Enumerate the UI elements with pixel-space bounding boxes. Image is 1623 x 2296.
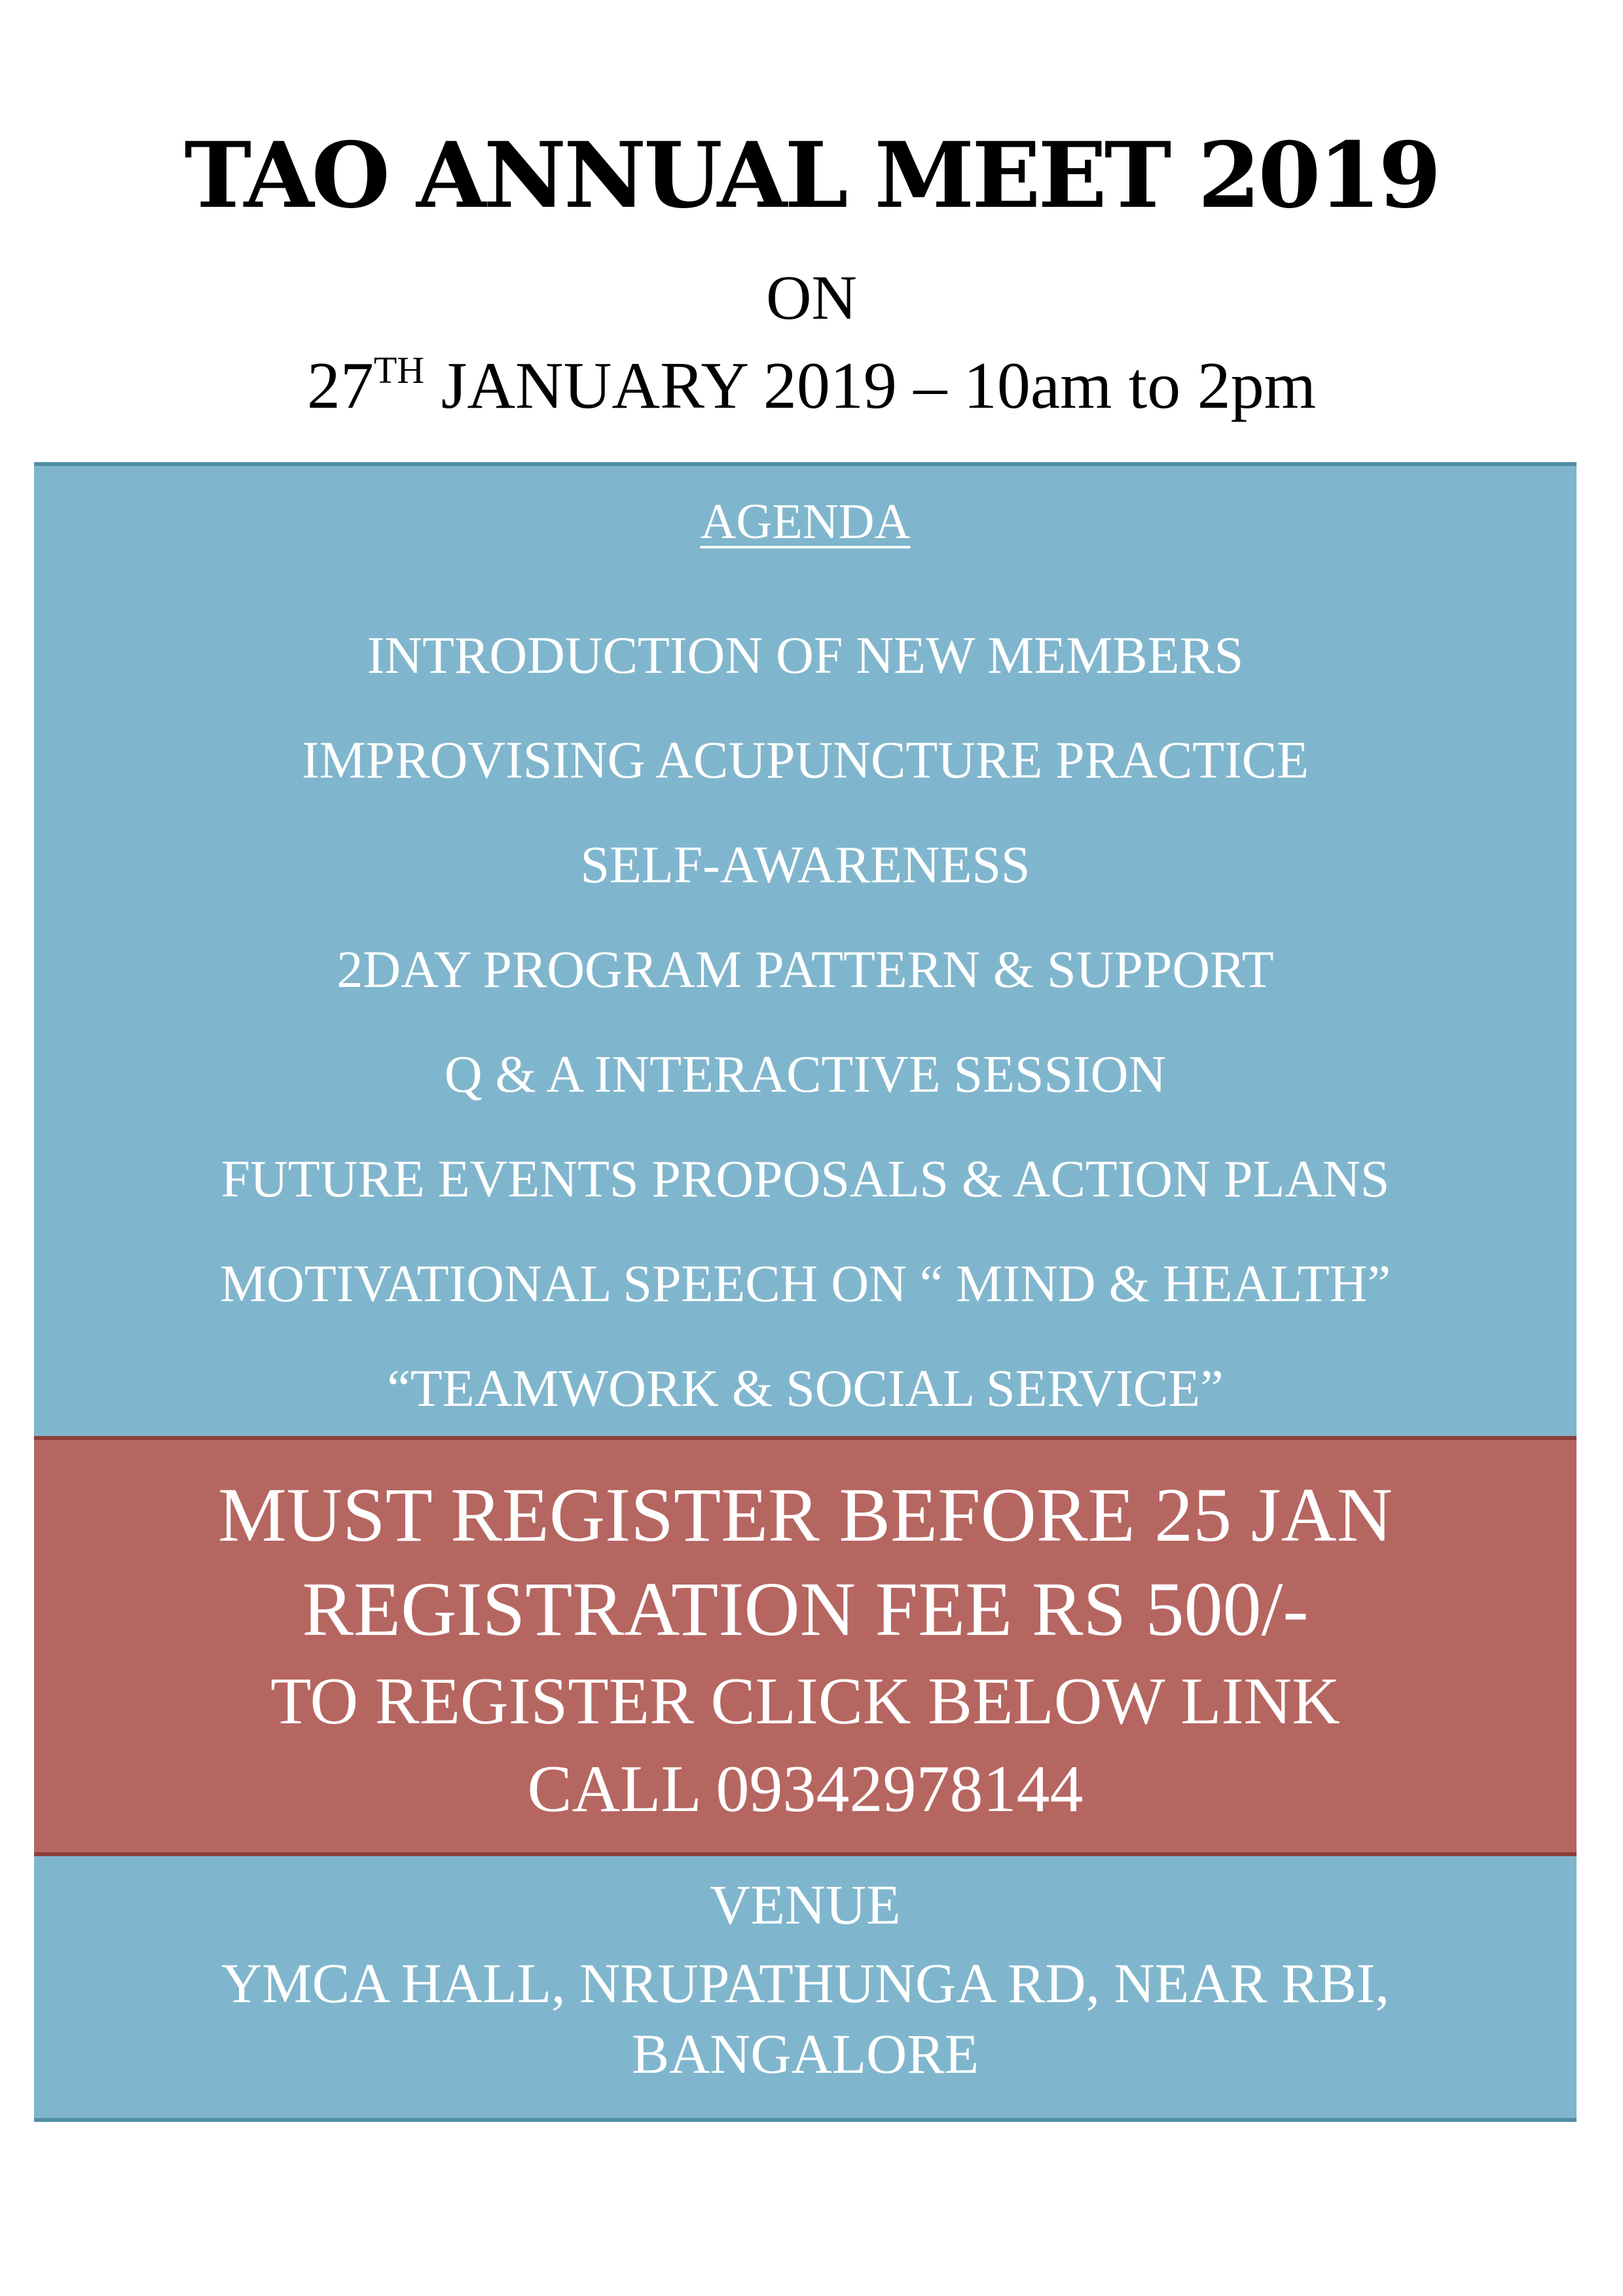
venue-address-line2: BANGALORE xyxy=(631,2022,979,2085)
agenda-item: 2DAY PROGRAM PATTERN & SUPPORT xyxy=(337,941,1274,999)
agenda-heading: AGENDA xyxy=(700,494,911,549)
venue-address xyxy=(34,1948,1577,2089)
agenda-item: SELF-AWARENESS xyxy=(580,836,1030,894)
agenda-item: IMPROVISING ACUPUNCTURE PRACTICE xyxy=(302,732,1309,789)
venue-address-line1: YMCA HALL, NRUPATHUNGA RD, NEAR RBI, xyxy=(221,1952,1389,2015)
date-rest: JANUARY 2019 – 10am to 2pm xyxy=(424,349,1317,423)
venue-heading: VENUE xyxy=(710,1873,901,1936)
agenda-list xyxy=(34,626,1577,1464)
date-day: 27 xyxy=(306,349,374,423)
registration-panel xyxy=(34,1436,1577,1856)
registration-deadline: MUST REGISTER BEFORE 25 JAN xyxy=(217,1472,1393,1558)
agenda-item: FUTURE EVENTS PROPOSALS & ACTION PLANS xyxy=(221,1151,1390,1208)
registration-link-text[interactable]: TO REGISTER CLICK BELOW LINK xyxy=(270,1664,1340,1738)
agenda-item: Q & A INTERACTIVE SESSION xyxy=(444,1046,1167,1103)
agenda-item: INTRODUCTION OF NEW MEMBERS xyxy=(367,627,1244,685)
agenda-panel xyxy=(34,462,1577,1436)
registration-phone: CALL 09342978144 xyxy=(527,1752,1084,1826)
page-title: TAO ANNUAL MEET 2019 xyxy=(184,122,1439,228)
agenda-item: “TEAMWORK & SOCIAL SERVICE” xyxy=(387,1360,1224,1418)
registration-fee: REGISTRATION FEE RS 500/- xyxy=(302,1566,1309,1652)
event-date xyxy=(0,347,1623,425)
venue-panel xyxy=(34,1856,1577,2122)
date-suffix: TH xyxy=(373,349,425,391)
on-label: ON xyxy=(766,262,857,332)
agenda-item: MOTIVATIONAL SPEECH ON “ MIND & HEALTH” xyxy=(219,1255,1391,1313)
